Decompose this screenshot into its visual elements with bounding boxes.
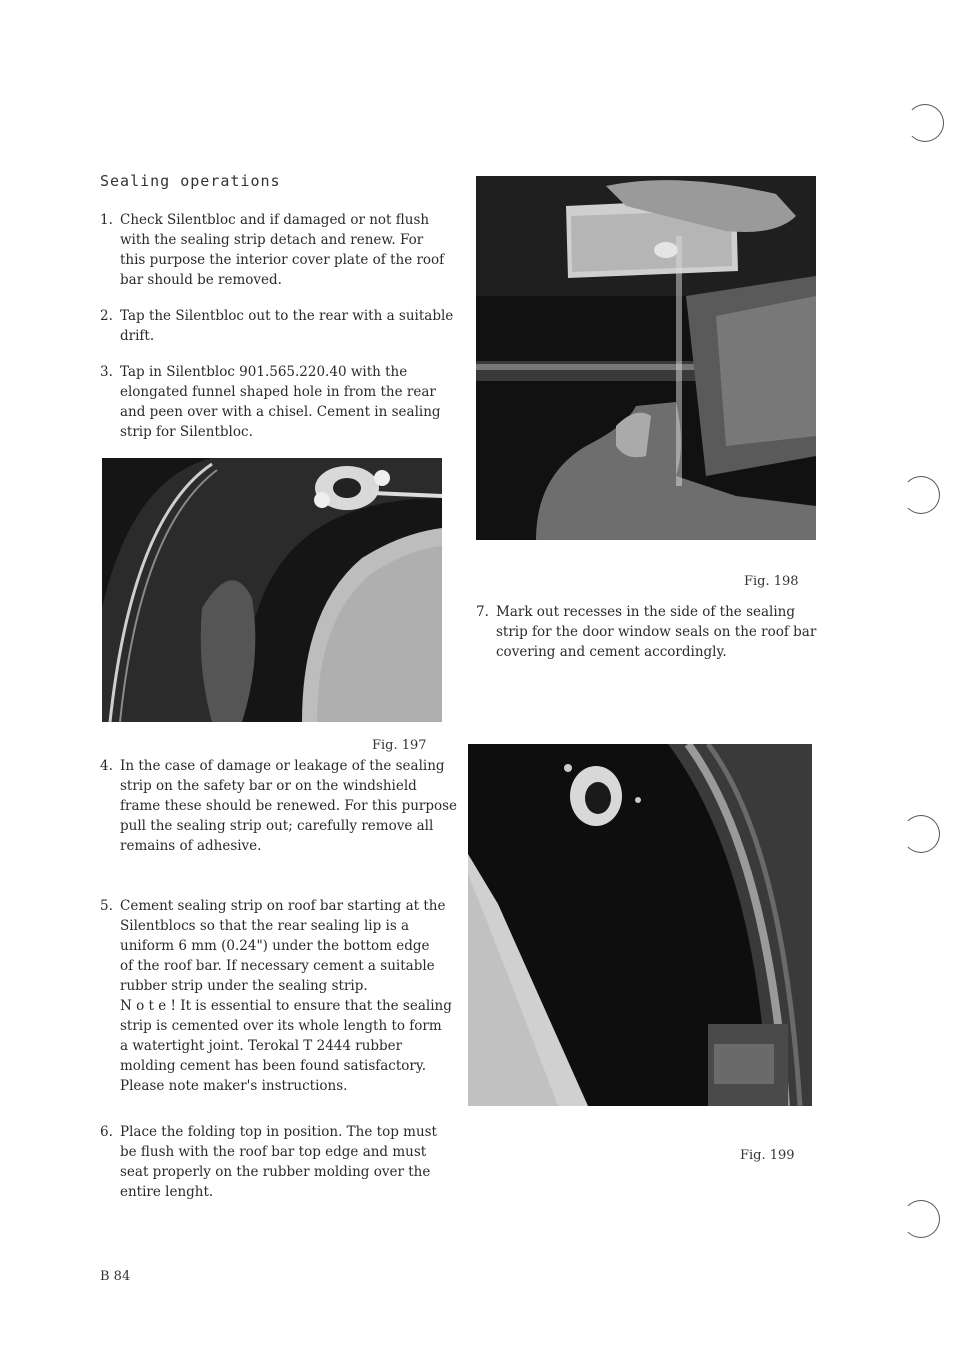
figure-197-photo <box>102 458 442 722</box>
step-line: strip is cemented over its whole length to form <box>120 1018 442 1034</box>
punch-hole <box>902 815 940 853</box>
note-line: N o t e ! It is essential to ensure that the sealing <box>120 998 452 1014</box>
step-line: entire lenght. <box>120 1184 214 1200</box>
step-line: be flush with the roof bar top edge and must <box>120 1144 427 1160</box>
step-line: pull the sealing strip out; carefully remove all <box>120 818 434 834</box>
step-line: drift. <box>120 328 155 344</box>
figure-197-caption: Fig. 197 <box>372 738 427 753</box>
step-line: Place the folding top in position. The top must <box>120 1124 437 1140</box>
step-line: molding cement has been found satisfactory. <box>120 1058 426 1074</box>
roof-bar-photo-image <box>102 458 442 722</box>
step-line: Mark out recesses in the side of the sealing <box>496 604 796 620</box>
punch-hole <box>906 104 944 142</box>
step-number: 1. <box>100 212 113 228</box>
punch-hole <box>902 476 940 514</box>
step-line: In the case of damage or leakage of the sealing <box>120 758 445 774</box>
step-line: Cement sealing strip on roof bar starting at the <box>120 898 446 914</box>
step-line: with the sealing strip detach and renew. For <box>120 232 424 248</box>
step-line: remains of adhesive. <box>120 838 262 854</box>
page-number: B 84 <box>100 1269 131 1284</box>
step-line: strip for the door window seals on the roof bar <box>496 624 817 640</box>
step-line: a watertight joint. Terokal T 2444 rubber <box>120 1038 403 1054</box>
step-line: Check Silentbloc and if damaged or not flush <box>120 212 430 228</box>
step-line: Silentblocs so that the rear sealing lip is a <box>120 918 410 934</box>
step-line: covering and cement accordingly. <box>496 644 727 660</box>
step-line: Tap the Silentbloc out to the rear with a suitable <box>120 308 454 324</box>
step-line: Please note maker's instructions. <box>120 1078 348 1094</box>
step-line: and peen over with a chisel. Cement in sealing <box>120 404 441 420</box>
figure-199-photo <box>468 744 812 1106</box>
step-line: strip for Silentbloc. <box>120 424 253 440</box>
figure-198-photo <box>476 176 816 540</box>
step-line: seat properly on the rubber molding over the <box>120 1164 431 1180</box>
step-number: 6. <box>100 1124 113 1140</box>
step-line: bar should be removed. <box>120 272 282 288</box>
step-number: 2. <box>100 308 113 324</box>
step-line: Tap in Silentbloc 901.565.220.40 with the <box>120 364 408 380</box>
figure-199-caption: Fig. 199 <box>740 1148 795 1163</box>
step-number: 7. <box>476 604 489 620</box>
step-number: 5. <box>100 898 113 914</box>
step-line: uniform 6 mm (0.24") under the bottom edge <box>120 938 430 954</box>
windshield-frame-photo-image <box>468 744 812 1106</box>
step-line: elongated funnel shaped hole in from the rear <box>120 384 436 400</box>
step-number: 3. <box>100 364 113 380</box>
step-line: rubber strip under the sealing strip. <box>120 978 368 994</box>
figure-198-caption: Fig. 198 <box>744 574 799 589</box>
step-line: strip on the safety bar or on the windshield <box>120 778 417 794</box>
step-line: frame these should be renewed. For this purpose <box>120 798 458 814</box>
section-heading: Sealing operations <box>100 172 281 190</box>
step-line: this purpose the interior cover plate of the roof <box>120 252 445 268</box>
step-number: 4. <box>100 758 113 774</box>
step-line: of the roof bar. If necessary cement a suitable <box>120 958 435 974</box>
punch-hole <box>902 1200 940 1238</box>
hands-sealing-strip-photo-image <box>476 176 816 540</box>
